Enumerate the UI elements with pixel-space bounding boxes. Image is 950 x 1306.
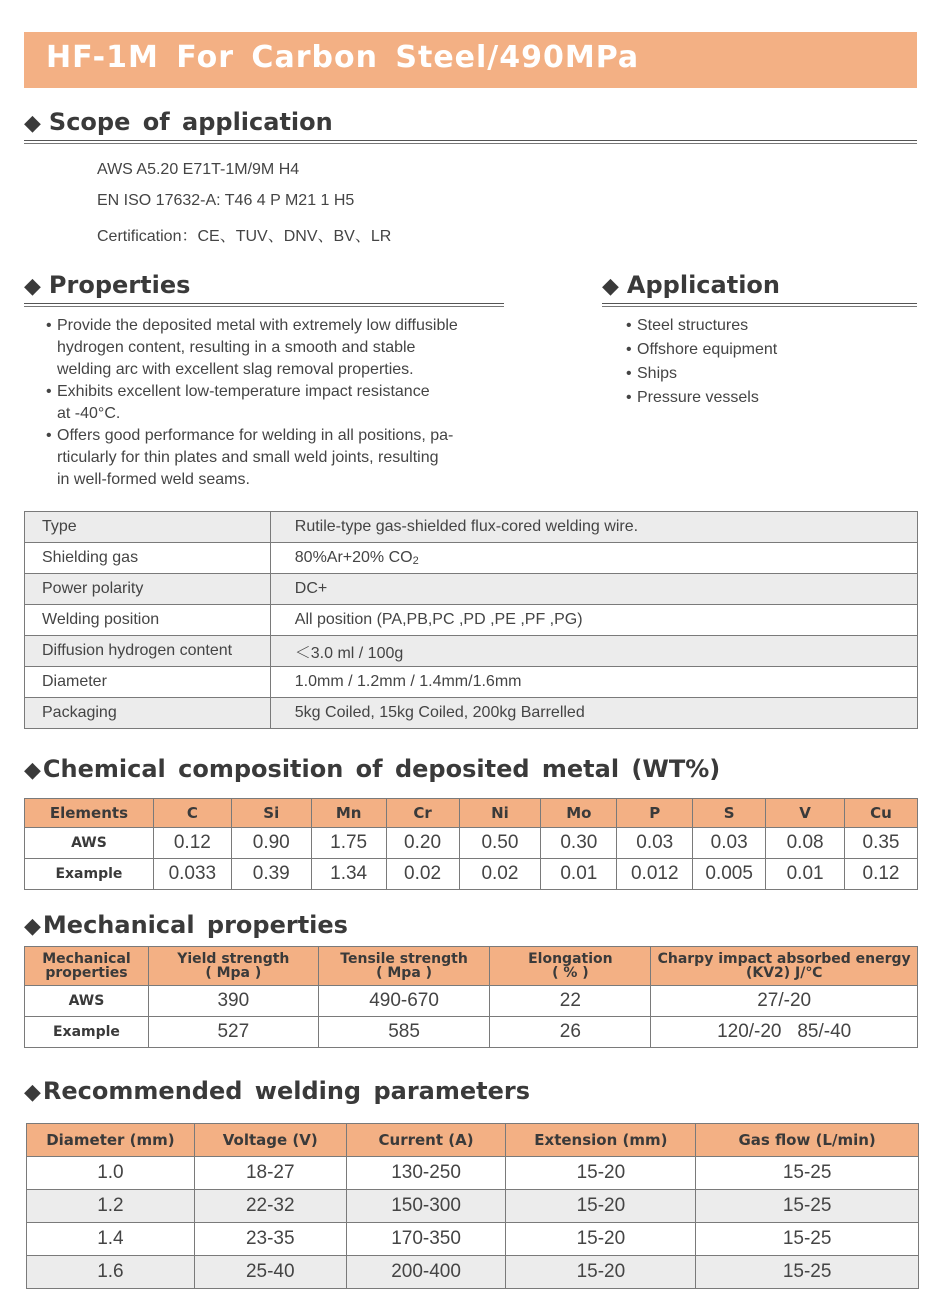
column-header: Mn — [311, 799, 386, 828]
header-line: Mechanical — [42, 951, 131, 967]
table-cell: 1.0 — [27, 1157, 195, 1190]
bullet-line: hydrogen content, resulting in a smooth and stable — [57, 339, 416, 356]
table-row — [27, 1223, 919, 1256]
spec-label: Welding position — [25, 605, 271, 636]
table-cell: 18-27 — [194, 1157, 346, 1190]
table-row — [27, 1256, 919, 1289]
mechanical-table — [24, 946, 918, 1048]
table-row — [25, 667, 918, 698]
row-header: Example — [25, 859, 154, 890]
column-header: Si — [231, 799, 311, 828]
table-row — [25, 543, 918, 574]
column-header: Voltage (V) — [194, 1124, 346, 1157]
table-cell: 23-35 — [194, 1223, 346, 1256]
header-line: ( Mpa ) — [376, 965, 433, 981]
spec-label: Diffusion hydrogen content — [25, 636, 271, 667]
column-header: C — [153, 799, 231, 828]
table-cell: 390 — [148, 986, 318, 1017]
table-cell: 0.12 — [845, 859, 918, 890]
table-row — [25, 859, 918, 890]
spec-value-subscript: 2 — [412, 555, 419, 567]
table-cell: 1.34 — [311, 859, 386, 890]
table-cell: 27/-20 — [651, 986, 918, 1017]
header-line: ( Mpa ) — [205, 965, 262, 981]
table-row — [27, 1157, 919, 1190]
header-line: (KV2) J/℃ — [745, 965, 823, 981]
spec-value-text: 80%Ar+20% CO — [294, 549, 413, 566]
table-row — [25, 828, 918, 859]
welding-parameters-table — [26, 1123, 919, 1289]
table-header-row — [27, 1124, 919, 1157]
mechanical-heading-text: Mechanical properties — [42, 911, 348, 939]
column-header: S — [693, 799, 766, 828]
chemical-heading — [24, 755, 720, 783]
table-cell: 0.005 — [693, 859, 766, 890]
bullet-line: at -40°C. — [57, 405, 121, 422]
scope-en-iso: EN ISO 17632-A: T46 4 P M21 1 H5 — [97, 192, 355, 209]
table-cell: 15-20 — [506, 1223, 696, 1256]
properties-bullet — [46, 381, 506, 425]
table-cell: 1.4 — [27, 1223, 195, 1256]
table-cell: 0.90 — [231, 828, 311, 859]
table-cell: 0.01 — [541, 859, 617, 890]
column-header — [651, 947, 918, 986]
table-cell: 15-25 — [696, 1157, 919, 1190]
table-cell: 22 — [490, 986, 651, 1017]
bullet-line: welding arc with excellent slag removal properties. — [57, 361, 414, 378]
mechanical-heading — [24, 911, 348, 939]
table-cell: 0.012 — [617, 859, 693, 890]
column-header: Extension (mm) — [506, 1124, 696, 1157]
table-cell: 1.75 — [311, 828, 386, 859]
row-header: AWS — [25, 986, 149, 1017]
application-heading — [602, 271, 780, 299]
header-line: Charpy impact absorbed energy — [657, 951, 911, 967]
application-item: • Ships — [626, 362, 916, 386]
table-cell: 0.03 — [693, 828, 766, 859]
table-cell: 15-20 — [506, 1157, 696, 1190]
spec-value: 1.0mm / 1.2mm / 1.4mm/1.6mm — [270, 667, 917, 698]
column-header: V — [766, 799, 845, 828]
table-cell: 15-25 — [696, 1223, 919, 1256]
properties-rule — [24, 303, 504, 307]
application-item: • Offshore equipment — [626, 338, 916, 362]
table-row — [25, 698, 918, 729]
column-header: P — [617, 799, 693, 828]
column-header — [318, 947, 490, 986]
column-header: Diameter (mm) — [27, 1124, 195, 1157]
diamond-icon: ◆ — [24, 914, 41, 939]
spec-value: ＜3.0 ml / 100g — [270, 636, 917, 667]
table-cell: 0.02 — [386, 859, 459, 890]
spec-label: Packaging — [25, 698, 271, 729]
bullet-line: Exhibits excellent low-temperature impact resistance — [57, 383, 430, 400]
table-cell: 1.2 — [27, 1190, 195, 1223]
application-list — [626, 314, 916, 410]
header-line: Tensile strength — [340, 951, 468, 967]
bullet-line: Offers good performance for welding in all positions, pa- — [57, 427, 454, 444]
column-header — [148, 947, 318, 986]
scope-certification: Certification：CE、TUV、DNV、BV、LR — [97, 228, 392, 245]
welding-heading-text: Recommended welding parameters — [42, 1077, 531, 1105]
application-heading-text: Application — [626, 271, 781, 299]
spec-value: Rutile-type gas-shielded flux-cored welding wire. — [270, 512, 917, 543]
spec-label: Power polarity — [25, 574, 271, 605]
spec-value: 5kg Coiled, 15kg Coiled, 200kg Barrelled — [270, 698, 917, 729]
page-title: HF-1M For Carbon Steel/490MPa — [46, 40, 640, 75]
column-header: Mo — [541, 799, 617, 828]
header-line: Elongation — [528, 951, 613, 967]
column-header: Current (A) — [346, 1124, 506, 1157]
properties-list — [46, 315, 506, 491]
table-cell: 130-250 — [346, 1157, 506, 1190]
application-item: • Steel structures — [626, 314, 916, 338]
column-header: Gas flow (L/min) — [696, 1124, 919, 1157]
table-row — [25, 636, 918, 667]
scope-heading — [24, 108, 333, 136]
scope-heading-text: Scope of application — [48, 108, 333, 136]
table-cell: 0.02 — [459, 859, 541, 890]
header-line: properties — [45, 965, 128, 981]
column-header: Cu — [845, 799, 918, 828]
table-row — [25, 1017, 918, 1048]
spec-label: Type — [25, 512, 271, 543]
header-line: Yield strength — [177, 951, 290, 967]
table-cell: 0.35 — [845, 828, 918, 859]
application-rule — [602, 303, 917, 307]
table-cell: 15-25 — [696, 1190, 919, 1223]
properties-bullet — [46, 425, 506, 491]
table-header-row — [25, 799, 918, 828]
welding-heading — [24, 1077, 530, 1105]
table-cell: 200-400 — [346, 1256, 506, 1289]
table-cell: 585 — [318, 1017, 490, 1048]
scope-rule — [24, 140, 917, 144]
column-header — [25, 947, 149, 986]
table-cell: 15-25 — [696, 1256, 919, 1289]
diamond-icon: ◆ — [24, 274, 41, 299]
spec-value: All position (PA,PB,PC ,PD ,PE ,PF ,PG) — [270, 605, 917, 636]
table-cell: 15-20 — [506, 1256, 696, 1289]
table-cell: 0.033 — [153, 859, 231, 890]
table-cell: 15-20 — [506, 1190, 696, 1223]
table-cell: 25-40 — [194, 1256, 346, 1289]
column-header — [490, 947, 651, 986]
table-cell: 0.01 — [766, 859, 845, 890]
table-cell: 0.08 — [766, 828, 845, 859]
properties-heading — [24, 271, 190, 299]
chemical-table — [24, 798, 918, 890]
title-banner — [24, 32, 917, 88]
spec-value — [270, 543, 917, 574]
table-row — [25, 574, 918, 605]
row-header: Example — [25, 1017, 149, 1048]
table-row — [25, 512, 918, 543]
properties-heading-text: Properties — [48, 271, 191, 299]
row-header: AWS — [25, 828, 154, 859]
bullet-line: rticularly for thin plates and small weld joints, resulting — [57, 449, 439, 466]
header-line: ( % ) — [552, 965, 589, 981]
table-cell: 527 — [148, 1017, 318, 1048]
scope-aws: AWS A5.20 E71T-1M/9M H4 — [97, 161, 300, 178]
table-cell: 170-350 — [346, 1223, 506, 1256]
diamond-icon: ◆ — [24, 758, 41, 783]
diamond-icon: ◆ — [24, 111, 41, 136]
spec-label: Shielding gas — [25, 543, 271, 574]
spec-value: DC+ — [270, 574, 917, 605]
chemical-heading-text: Chemical composition of deposited metal (WT%) — [42, 755, 721, 783]
column-header: Ni — [459, 799, 541, 828]
bullet-line: Provide the deposited metal with extremely low diffusible — [57, 317, 458, 334]
column-header: Cr — [386, 799, 459, 828]
table-cell: 490-670 — [318, 986, 490, 1017]
diamond-icon: ◆ — [602, 274, 619, 299]
diamond-icon: ◆ — [24, 1080, 41, 1105]
table-cell: 0.39 — [231, 859, 311, 890]
column-header: Elements — [25, 799, 154, 828]
table-header-row — [25, 947, 918, 986]
table-cell: 150-300 — [346, 1190, 506, 1223]
table-cell: 0.30 — [541, 828, 617, 859]
table-row — [25, 986, 918, 1017]
bullet-line: in well-formed weld seams. — [57, 471, 250, 488]
properties-bullet — [46, 315, 506, 381]
table-cell: 26 — [490, 1017, 651, 1048]
table-cell: 0.20 — [386, 828, 459, 859]
table-cell: 0.03 — [617, 828, 693, 859]
table-cell: 120/-20 85/-40 — [651, 1017, 918, 1048]
product-spec-table — [24, 511, 918, 729]
application-item: • Pressure vessels — [626, 386, 916, 410]
table-cell: 0.50 — [459, 828, 541, 859]
table-cell: 0.12 — [153, 828, 231, 859]
spec-label: Diameter — [25, 667, 271, 698]
table-cell: 1.6 — [27, 1256, 195, 1289]
table-row — [25, 605, 918, 636]
table-row — [27, 1190, 919, 1223]
table-cell: 22-32 — [194, 1190, 346, 1223]
